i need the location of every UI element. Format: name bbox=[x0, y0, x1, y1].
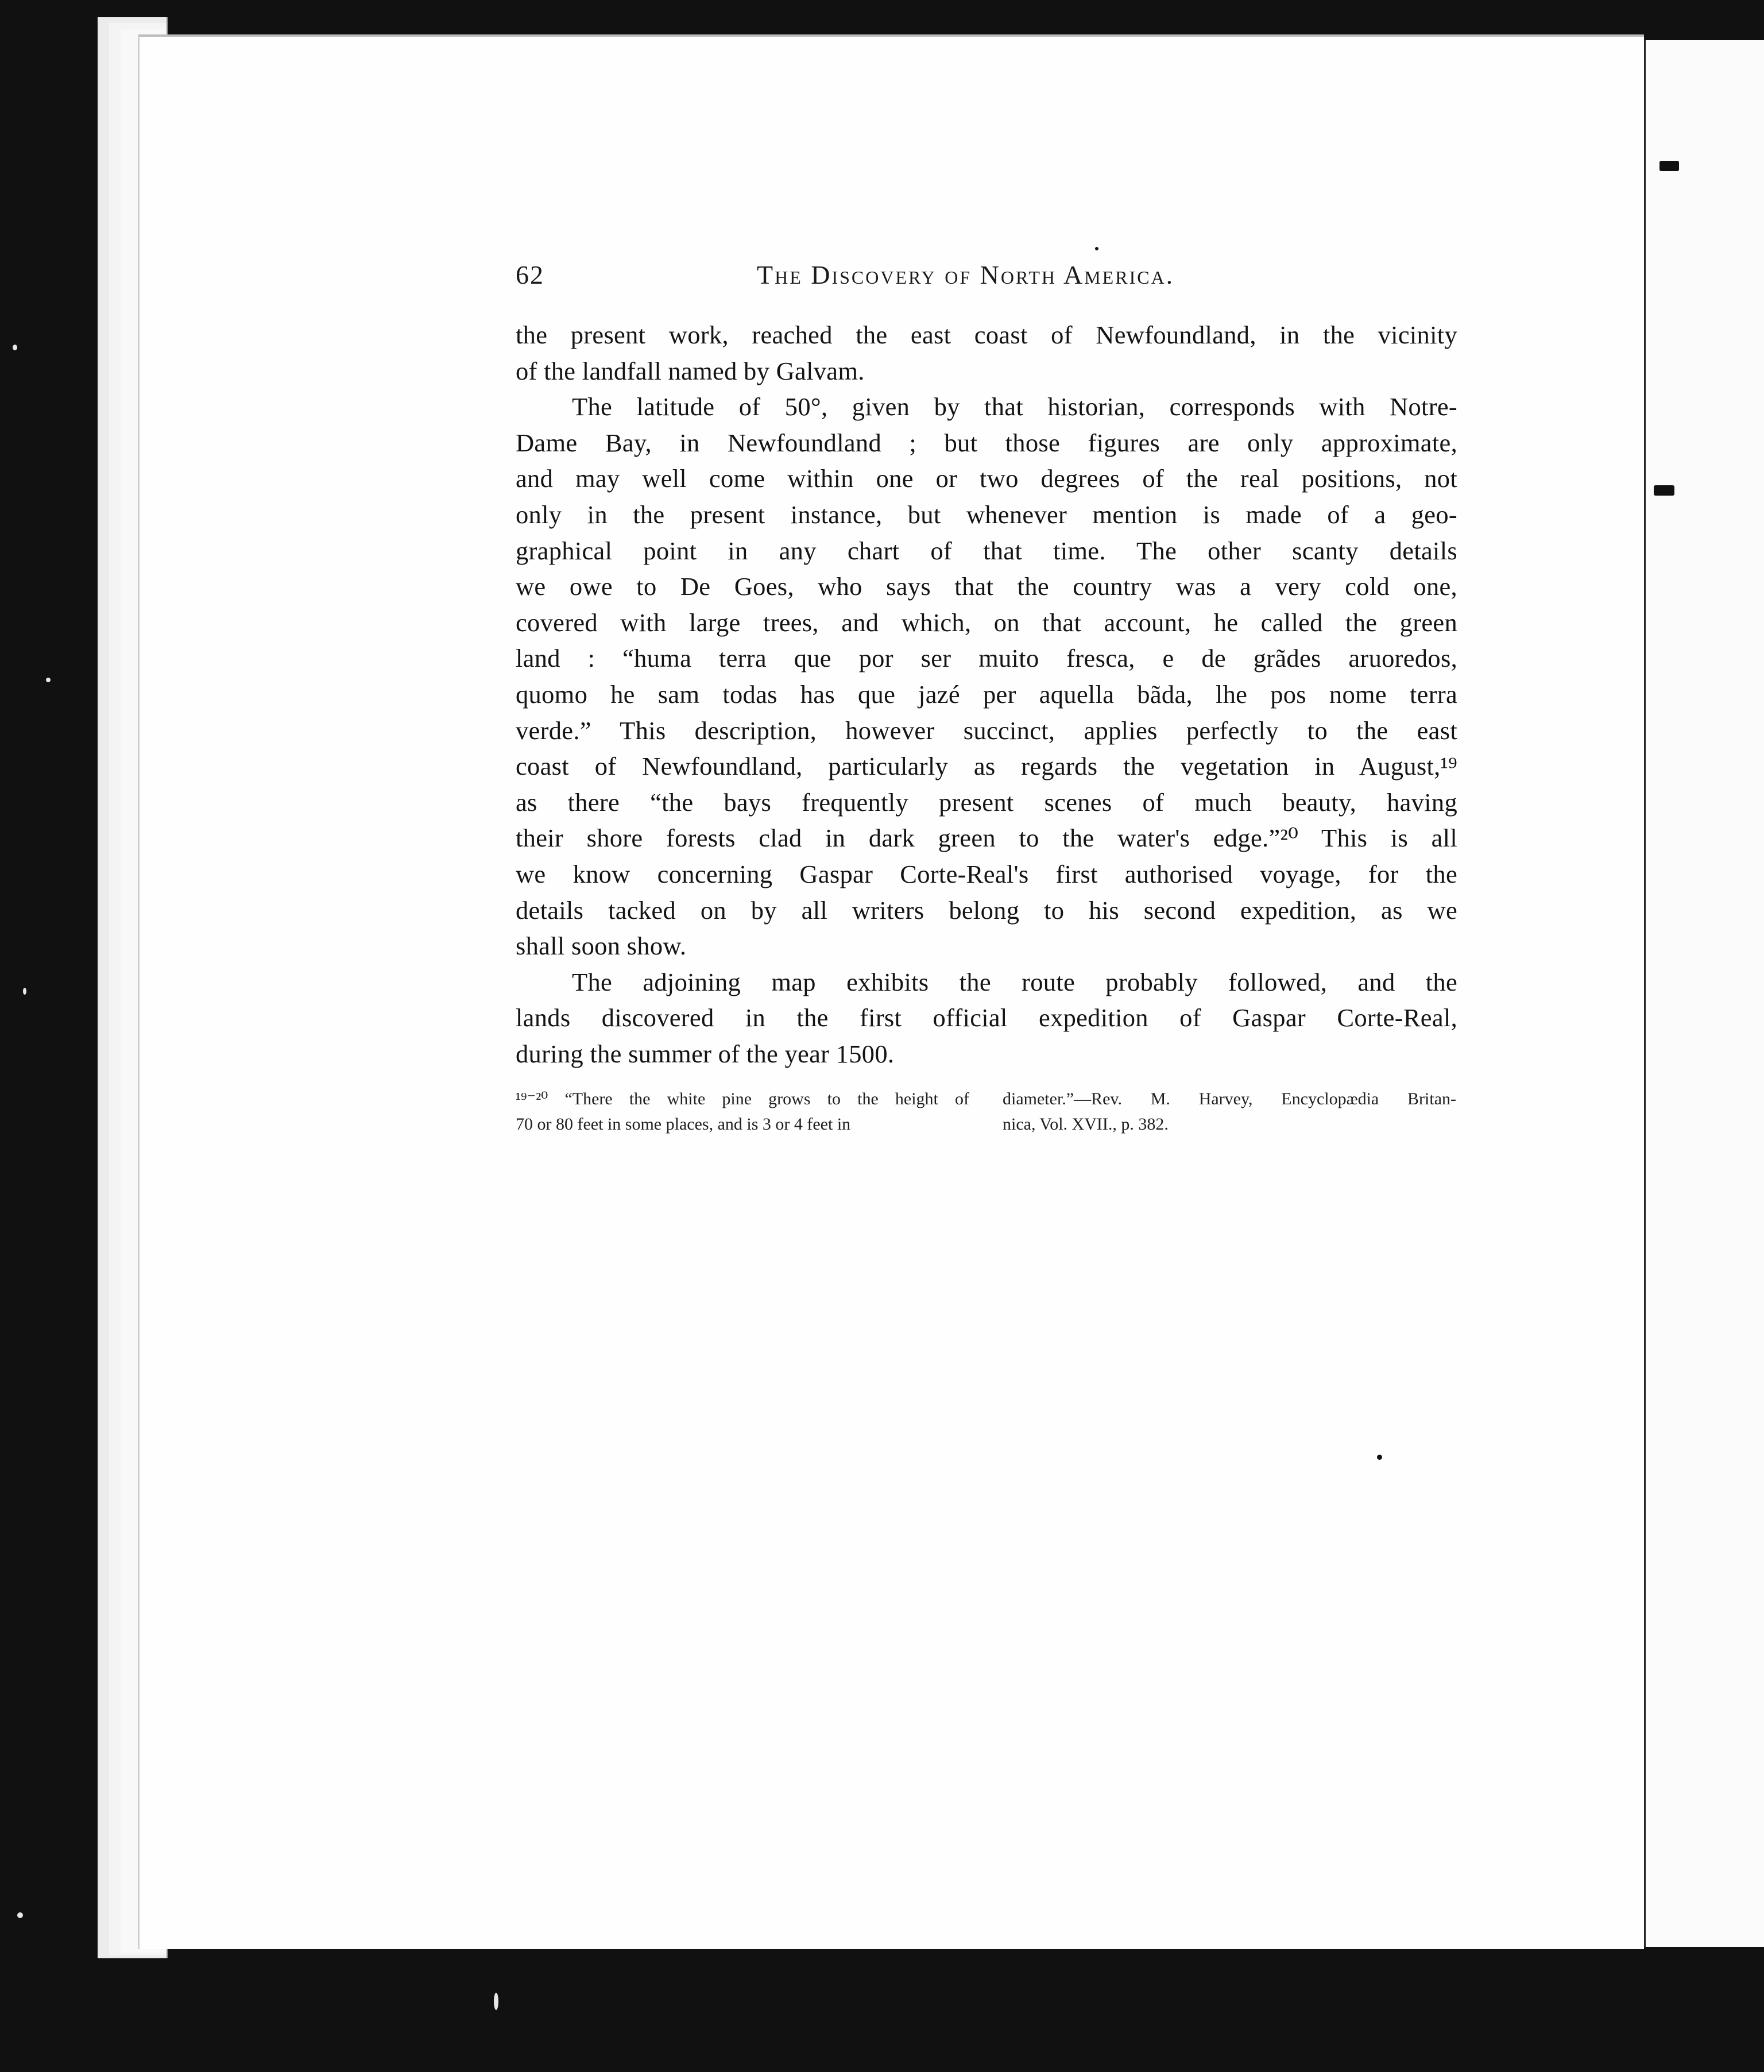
text-line: of the landfall named by Galvam. bbox=[516, 356, 865, 385]
text-line: as there “the bays frequently present scenes of much beauty, having bbox=[516, 787, 1457, 817]
footnote-line: nica, Vol. XVII., p. 382. bbox=[1003, 1115, 1169, 1134]
text-line: shall soon show. bbox=[516, 931, 687, 961]
text-line: Dame Bay, in Newfoundland ; but those figures are only approximate, bbox=[516, 428, 1457, 457]
text-line: quomo he sam todas has que jazé per aquella bãda, lhe pos nome terra bbox=[516, 679, 1457, 709]
text-line: land : “huma terra que por ser muito fresca, e de grãdes aruoredos, bbox=[516, 644, 1457, 673]
footnote-column-left bbox=[516, 1087, 969, 1137]
text-line: coast of Newfoundland, particularly as regards the vegetation in August,¹⁹ bbox=[516, 752, 1457, 781]
footnote-line: diameter.”—Rev. M. Harvey, Encyclopædia Britan- bbox=[1003, 1089, 1456, 1108]
text-line: covered with large trees, and which, on that account, he called the green bbox=[516, 608, 1457, 637]
text-line: their shore forests clad in dark green to the water's edge.”²⁰ This is all bbox=[516, 824, 1457, 853]
text-line: lands discovered in the first official expedition of Gaspar Corte-Real, bbox=[516, 1003, 1457, 1033]
footnote-line: 70 or 80 feet in some places, and is 3 or 4 feet in bbox=[516, 1115, 851, 1134]
running-header bbox=[516, 260, 1457, 294]
text-line: during the summer of the year 1500. bbox=[516, 1039, 895, 1068]
body-text bbox=[516, 317, 1457, 1072]
text-line: and may well come within one or two degrees of the real positions, not bbox=[516, 464, 1457, 493]
text-line: graphical point in any chart of that time. The other scanty details bbox=[516, 536, 1457, 565]
footnote-column-right bbox=[1003, 1087, 1456, 1137]
text-line: The latitude of 50°, given by that historian, corresponds with Notre- bbox=[572, 392, 1457, 422]
footnote-line: ¹⁹⁻²⁰ “There the white pine grows to the height of bbox=[516, 1089, 969, 1108]
page-number: 62 bbox=[516, 260, 544, 289]
text-line: we know concerning Gaspar Corte-Real's first authorised voyage, for the bbox=[516, 859, 1457, 888]
text-line: we owe to De Goes, who says that the country was a very cold one, bbox=[516, 572, 1457, 601]
spine-mark bbox=[1654, 485, 1674, 496]
running-head: The Discovery of North America. bbox=[757, 260, 1175, 289]
text-line: The adjoining map exhibits the route probably followed, and the bbox=[572, 967, 1457, 996]
dust-speck bbox=[494, 1993, 498, 2010]
text-line: details tacked on by all writers belong to his second expedition, as we bbox=[516, 895, 1457, 925]
dust-speck bbox=[46, 678, 51, 682]
ink-speck bbox=[1095, 247, 1098, 250]
dust-speck bbox=[17, 1912, 23, 1918]
text-line: verde.” This description, however succinct, applies perfectly to the east bbox=[516, 716, 1457, 745]
text-line: the present work, reached the east coast of Newfoundland, in the vicinity bbox=[516, 320, 1457, 349]
spine-mark bbox=[1659, 161, 1679, 171]
text-line: only in the present instance, but whenever mention is made of a geo- bbox=[516, 500, 1457, 529]
dust-speck bbox=[23, 988, 26, 995]
ink-speck bbox=[1377, 1455, 1382, 1460]
next-page-edge bbox=[1642, 40, 1764, 1947]
dust-speck bbox=[13, 345, 17, 350]
